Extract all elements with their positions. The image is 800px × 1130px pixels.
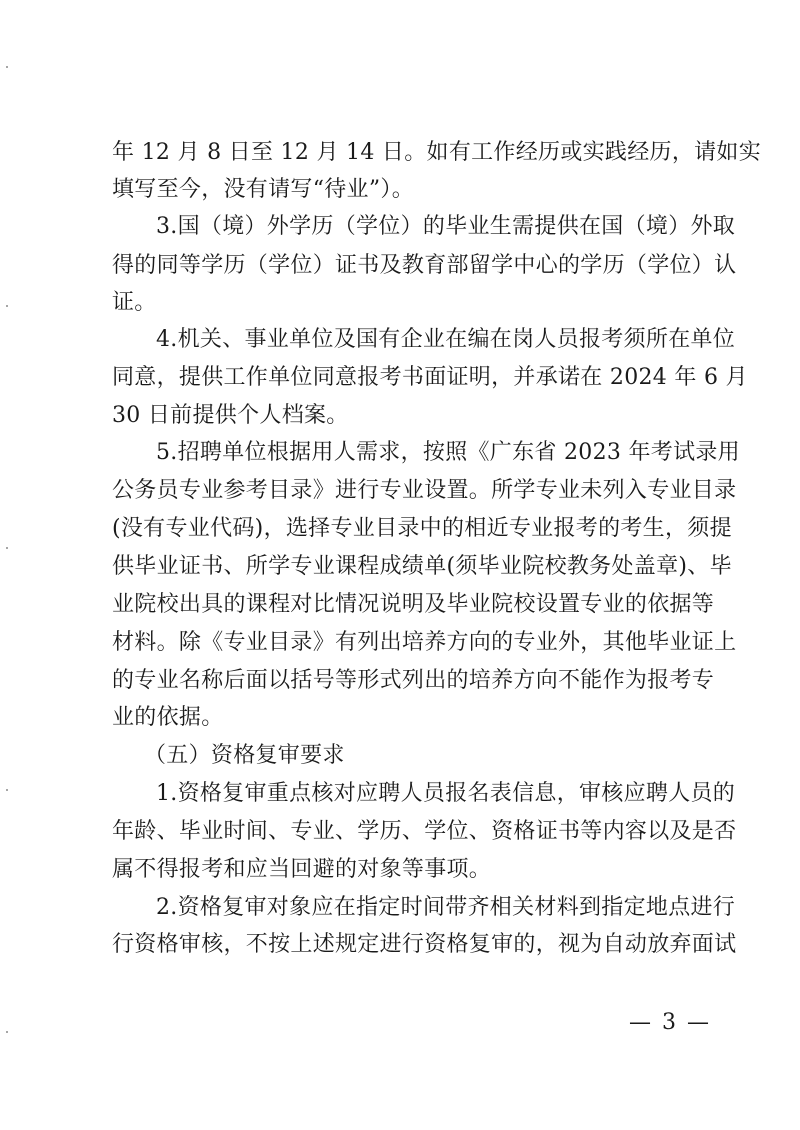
body-text-line: 填写至今，没有请写“待业”）。 [112,177,414,202]
body-text-line: 业院校出具的课程对比情况说明及毕业院校设置专业的依据等 [112,592,715,617]
scan-mark [6,305,8,307]
section-heading: （五）资格复审要求 [144,743,345,768]
body-text-line: 供毕业证书、所学专业课程成绩单(须毕业院校教务处盖章)、毕 [112,554,732,579]
body-text-line: 的专业名称后面以括号等形式列出的培养方向不能作为报考专 [112,668,715,693]
scan-mark [6,547,8,549]
body-text-line: 30 日前提供个人档案。 [112,403,349,428]
body-text-line: 得的同等学历（学位）证书及教育部留学中心的学历（学位）认 [112,253,737,278]
body-text-line: 属不得报考和应当回避的对象等事项。 [112,857,492,882]
body-text-line: 同意，提供工作单位同意报考书面证明，并承诺在 2024 年 6 月 [112,365,748,390]
body-text-line: 材料。除《专业目录》有列出培养方向的专业外，其他毕业证上 [112,630,737,655]
body-text-line: 5.招聘单位根据用人需求，按照《广东省 2023 年考试录用 [156,440,740,465]
body-text-line: 年龄、毕业时间、专业、学历、学位、资格证书等内容以及是否 [112,819,737,844]
body-text-line: 年 12 月 8 日至 12 月 14 日。如有工作经历或实践经历，请如实 [112,140,762,165]
scan-mark [6,789,8,791]
body-text-line: 4.机关、事业单位及国有企业在编在岗人员报考须所在单位 [156,327,736,352]
scan-mark [6,66,8,68]
body-text-line: 证。 [112,290,157,315]
body-text-line: 2.资格复审对象应在指定时间带齐相关材料到指定地点进行 [156,895,736,920]
body-text-line: 行资格审核，不按上述规定进行资格复审的，视为自动放弃面试 [112,932,737,957]
body-text-line: 1.资格复审重点核对应聘人员报名表信息，审核应聘人员的 [156,781,736,806]
scan-mark [6,1031,8,1033]
body-text-line: 3.国（境）外学历（学位）的毕业生需提供在国（境）外取 [156,214,736,239]
body-text-line: 公务员专业参考目录》进行专业设置。所学专业未列入专业目录 [112,478,737,503]
body-text-line: (没有专业代码)，选择专业目录中的相近专业报考的考生，须提 [112,516,732,541]
body-text-line: 业的依据。 [112,705,224,730]
page-number: — 3 — [629,1010,711,1035]
